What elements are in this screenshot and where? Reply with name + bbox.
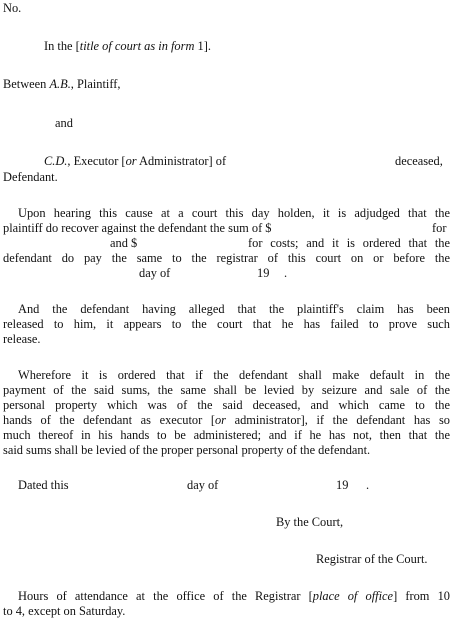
dated-year-label: 19	[336, 478, 349, 492]
by-the-court-label: By the Court,	[276, 515, 344, 529]
para1-line3a: and $	[110, 236, 138, 250]
para3-line6: said sums shall be levied of the proper personal property of the defendant.	[3, 443, 371, 457]
hours-line1	[18, 589, 450, 604]
para1-line2b: for	[432, 221, 447, 235]
registrar-label: Registrar of the Court.	[316, 552, 428, 566]
hours-line1a: Hours of attendance at the office of the Registrar [	[18, 589, 313, 603]
para2-line3: release.	[3, 332, 41, 346]
para1-line2a: plaintiff do recover against the defendant the sum of $	[3, 221, 272, 235]
executor-text: , Executor [	[67, 154, 126, 168]
para1-line4: defendant do pay the same to the registrar of this court on or before the	[3, 251, 450, 265]
defendant-label: Defendant.	[3, 170, 58, 184]
or-text: or	[125, 154, 137, 168]
para3-line4	[3, 413, 450, 428]
dated-label: Dated this	[18, 478, 69, 492]
para3-line4-or: or	[214, 413, 226, 427]
para3-line4a: hands of the defendant as executor [	[3, 413, 215, 427]
dated-period: .	[366, 478, 370, 492]
administrator-text: Administrator] of	[136, 154, 227, 168]
para1-line5c: .	[284, 266, 288, 280]
hours-line1b: ] from 10	[393, 589, 450, 603]
place-of-office-placeholder: place of office	[312, 589, 394, 603]
defendant-name: C.D.	[44, 154, 68, 168]
and-label: and	[55, 116, 73, 130]
court-title-suffix: 1].	[194, 39, 211, 53]
deceased-label: deceased,	[395, 154, 443, 168]
court-title-line	[44, 39, 211, 54]
hours-line2: to 4, except on Saturday.	[3, 604, 126, 618]
para3-line5: much thereof in his hands to be administered; and if he has not, then that the	[3, 428, 450, 442]
para1-line1: Upon hearing this cause at a court this day holden, it is adjudged that the	[18, 206, 450, 220]
plaintiff-label: , Plaintiff,	[70, 77, 121, 91]
para2-line1: And the defendant having alleged that the plaintiff's claim has been	[18, 302, 450, 316]
para1-line3b: for costs; and it is ordered that the	[248, 236, 450, 250]
para1-line5a: day of	[139, 266, 171, 280]
dated-day-label: day of	[187, 478, 219, 492]
para2-line2: released to him, it appears to the court that he has failed to prove such	[3, 317, 450, 331]
plaintiff-line	[3, 77, 120, 92]
para1-line5b: 19	[257, 266, 270, 280]
para3-line3: personal property which was of the said deceased, and which came to the	[3, 398, 450, 412]
court-title-placeholder: title of court as in form	[79, 39, 195, 53]
plaintiff-name: A.B.	[49, 77, 71, 91]
between-label: Between	[3, 77, 50, 91]
para3-line2: payment of the said sums, the same shall be levied by seizure and sale of the	[3, 383, 450, 397]
form-number-label: No.	[3, 1, 22, 15]
court-title-prefix: In the [	[44, 39, 80, 53]
defendant-line	[44, 154, 226, 169]
para3-line1: Wherefore it is ordered that if the defendant shall make default in the	[18, 368, 450, 382]
para3-line4b: administrator], if the defendant has so	[225, 413, 450, 427]
